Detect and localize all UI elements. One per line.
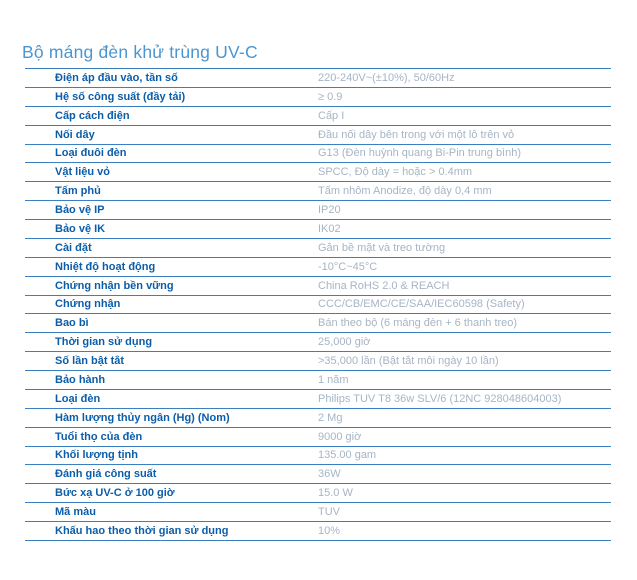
spec-label: Bảo vệ IP — [55, 204, 105, 217]
spec-value: IP20 — [318, 204, 341, 217]
spec-value: 15.0 W — [318, 487, 353, 500]
table-row — [25, 446, 611, 465]
table-row — [25, 200, 611, 219]
spec-value: IK02 — [318, 222, 341, 235]
table-row — [25, 427, 611, 446]
spec-label: Cài đặt — [55, 241, 92, 254]
table-row — [25, 370, 611, 389]
spec-label: Mã màu — [55, 506, 96, 519]
spec-value: 2 Mg — [318, 411, 343, 424]
spec-value: G13 (Đèn huỳnh quang Bi-Pin trung bình) — [318, 147, 522, 160]
spec-label: Bảo vệ IK — [55, 222, 106, 235]
page-title: Bộ máng đèn khử trùng UV-C — [22, 41, 258, 62]
table-row — [25, 125, 611, 144]
spec-value: 25,000 giờ — [318, 336, 371, 349]
spec-label: Loại đèn — [55, 392, 101, 405]
spec-value: Đầu nối dây bên trong với một lỗ trên vỏ — [318, 128, 515, 141]
table-row — [25, 257, 611, 276]
spec-label: Bảo hành — [55, 373, 106, 386]
spec-value: 10% — [318, 524, 341, 537]
spec-label: Số lần bật tắt — [55, 355, 125, 368]
table-row — [25, 162, 611, 181]
table-row — [25, 483, 611, 502]
spec-value: Cấp I — [318, 109, 345, 122]
spec-value: ≥ 0.9 — [318, 90, 343, 103]
spec-label: Bức xạ UV-C ở 100 giờ — [55, 487, 175, 500]
spec-label: Điện áp đầu vào, tần số — [55, 71, 178, 84]
table-row — [25, 87, 611, 106]
spec-value: 9000 giờ — [318, 430, 362, 443]
table-row — [25, 144, 611, 163]
spec-label: Loại đuôi đèn — [55, 147, 127, 160]
spec-table — [25, 68, 611, 541]
spec-label: Hàm lượng thủy ngân (Hg) (Nom) — [55, 411, 230, 424]
spec-label: Nhiệt độ hoạt động — [55, 260, 156, 273]
table-row — [25, 68, 611, 87]
table-row — [25, 502, 611, 521]
spec-value: TUV — [318, 506, 340, 519]
table-row — [25, 351, 611, 370]
table-row — [25, 276, 611, 295]
spec-value: 220-240V~(±10%), 50/60Hz — [318, 71, 455, 84]
spec-label: Đánh giá công suất — [55, 468, 157, 481]
table-row — [25, 464, 611, 483]
spec-label: Tấm phủ — [55, 185, 101, 198]
spec-value: CCC/CB/EMC/CE/SAA/IEC60598 (Safety) — [318, 298, 525, 311]
spec-label: Thời gian sử dụng — [55, 336, 153, 349]
spec-label: Cấp cách điện — [55, 109, 130, 122]
spec-value: China RoHS 2.0 & REACH — [318, 279, 450, 292]
spec-value: 135.00 gam — [318, 449, 377, 462]
spec-value: 36W — [318, 468, 341, 481]
spec-value: Philips TUV T8 36w SLV/6 (12NC 928048604003) — [318, 392, 562, 405]
spec-label: Khối lượng tịnh — [55, 449, 138, 462]
spec-value: Bán theo bộ (6 máng đèn + 6 thanh treo) — [318, 317, 518, 330]
spec-label: Khấu hao theo thời gian sử dụng — [55, 524, 229, 537]
table-row — [25, 181, 611, 200]
table-row — [25, 295, 611, 314]
spec-label: Hệ số công suất (đầy tải) — [55, 90, 186, 103]
spec-value: Gắn bề mặt và treo tường — [318, 241, 446, 254]
spec-value: Tấm nhôm Anodize, độ dày 0,4 mm — [318, 185, 492, 198]
table-row — [25, 408, 611, 427]
table-row — [25, 521, 611, 540]
table-row — [25, 106, 611, 125]
spec-label: Tuổi thọ của đèn — [55, 430, 143, 443]
table-row — [25, 332, 611, 351]
spec-value: -10°C~45°C — [318, 260, 378, 273]
spec-value: 1 năm — [318, 373, 349, 386]
table-row — [25, 313, 611, 332]
spec-label: Chứng nhận bền vững — [55, 279, 174, 292]
spec-label: Chứng nhận — [55, 298, 121, 311]
table-row — [25, 219, 611, 238]
spec-label: Bao bì — [55, 317, 89, 330]
spec-label: Nối dây — [55, 128, 95, 141]
spec-value: >35,000 lần (Bật tắt mỗi ngày 10 lần) — [318, 355, 499, 368]
spec-value: SPCC, Độ dày = hoặc > 0.4mm — [318, 166, 473, 179]
spec-label: Vật liệu vỏ — [55, 166, 111, 179]
table-row — [25, 389, 611, 408]
table-row — [25, 238, 611, 257]
